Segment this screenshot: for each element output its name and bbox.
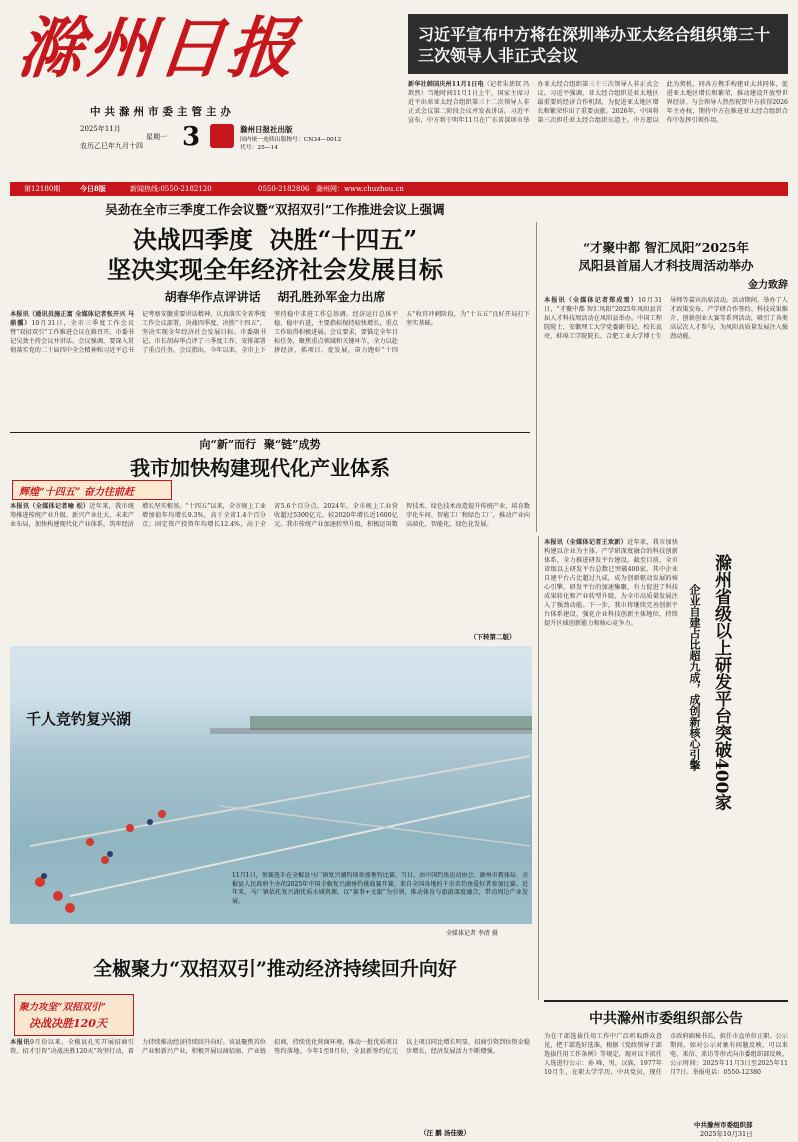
top-story [408,80,788,172]
bottom-body [10,1038,530,1134]
industry-banner-text: 辉煌“十四五” 奋力往前赶 [19,487,134,498]
bottom-badge-line-2: 决战决胜120天 [29,1017,107,1030]
lead-title-1: 决战四季度 决胜“十四五” [132,225,418,254]
talent-text: 10月31日，“才聚中都 智汇凤阳”2025年凤阳县首届人才科技周活动在凤阳县举办。中国工程院院士、安徽理工大学党委副书记、校长袁亮，蚌埠工学院院长、合肥工业大学博士生导师等嘉宾出席活动。活动期间，举办了人才政策发布、产学研合作签约、科技成果推介、创新创业大赛等系列活动，吸引了各类高层次人才参与，为凤阳高质量发展注入强劲动能。 [544,297,788,340]
day-number: 3 [182,122,201,152]
newspaper-logo: 滁州日报 [13,9,303,87]
lead-body [10,310,530,430]
column-divider-1 [536,222,537,532]
industry-banner [12,480,172,500]
column-divider-2 [538,536,539,1000]
notice-title: 中共滁州市委组织部公告 [589,1011,743,1027]
headline-bar [408,14,788,74]
photo-title: 千人竞钓复兴湖 [26,710,132,728]
industry-text: 近年来，我市统筹推进传统产业升级、新兴产业壮大、未来产业布局，加快构建现代化产业体系，筑牢经济增长坚实根基。“十四五”以来，全市规上工业增加值年均增长9.3%，高于全省1.4个百分点；固定资产投资年均增长12.4%，高于全省5.6个百分点。2024年，全市规上工业营收超过5300亿元、较2020年增长近1600亿元。我市传统产业加速转型升级，积极运用数智技术、绿色技术改造提升传统产业，培育数字化车间、智能工厂和绿色工厂，推动产业向高端化、智能化、绿色化发展。 [10,503,530,528]
talent-byline: 本报讯（全媒体记者郑成雪） [544,297,638,304]
photo-credit: 全媒体记者 李清 摄 [446,930,498,937]
issn-text: 国内统一连续出版物号：CN34—0012 [240,137,342,143]
photo-caption [232,872,528,922]
talent-title-1: “才聚中都 智汇凤阳”2025年 [582,240,750,255]
industry-kicker: 向“新”而行 聚“链”成势 [199,438,321,451]
bottom-badge-line-1: 聚力攻坚“双招双引” [19,1002,106,1013]
rd-subtitle: 企业自建占比超九成，成创新核心引擎 [688,584,701,771]
notice-sign-date: 2025年10月31日 [700,1130,753,1138]
weekday-text: 星期一 [146,133,167,141]
talent-title-2: 凤阳县首届人才科技周活动举办 [578,258,754,273]
sponsor-line: 中共滁州市委主管主办 [90,106,235,118]
info-bar [10,182,788,196]
page-count: 今日8版 [80,184,106,193]
bottom-text: 9月份以来，全椒县扎实开展招商引资、招才引智“决战决胜120天”攻坚行动，着力持续推动经济持续回升向好。该县聚焦首位产业和新兴产业，积极开展以商招商、产业链招商，持续优化营商环境，推动一批优质项目签约落地。今年1至9月份，全县新签约亿元以上项目同比增长明显，招商引资到位资金稳步增长，经济发展活力不断增强。 [10,1039,530,1055]
talent-subtitle: 金力致辞 [748,280,788,291]
industry-byline: 本报讯（全媒体记者喻 松） [10,503,90,510]
date-text: 2025年11月 [80,125,121,133]
rd-text: 近年来，我市加快构建以企业为主体、产学研深度融合的科技创新体系，全力推进研发平台建设。截至目前，全市省级以上研发平台总数已突破400家，其中企业自建平台占比超过九成，成为创新驱动发展的核心引擎。研发平台的加速集聚，有力促进了科技成果转化和产业转型升级，为全市高质量发展注入了强劲动能。下一步，我市将继续完善创新平台体系建设，强化企业科技创新主体地位，持续提升区域创新能力和核心竞争力。 [544,539,678,627]
website: 滁州网：www.chuzhou.cn [316,185,404,193]
code-text: 代号：25—14 [240,145,278,151]
lead-title-2: 坚决实现全年经济社会发展目标 [107,255,443,284]
rd-byline: 本报讯（全媒体记者王欢新） [544,539,628,546]
talent-body [544,296,788,528]
bottom-byline: 本报讯 [10,1039,31,1046]
headline-text: 习近平宣布中方将在深圳举办亚太经合组织第三十三次领导人非正式会议 [418,25,771,65]
notice-text: 为在干部选拔任用工作中广泛听取群众意见，把干部选好选准，根据《党政领导干部选拔任用工作条例》等规定，现对以下拟任人选进行公示：孙 峰，男，汉族，1977年10月生，在职大学学历，中共党员，现任市政府副秘书长，拟任市直单位正职。公示期间，如对公示对象有问题反映，可以来电、来信、来访等形式向市委组织部反映。公示时间：2025年11月3日至2025年11月7日。举报电话：0550-12380 [544,1033,788,1076]
lead-byline: 本报讯（通讯员施正富 全媒体记者张开兴 马鼎骥） [10,311,134,327]
issue-number: 第12180期 [24,185,61,193]
top-story-text: （记者朱基钗 冯歆然）当地时间11月1日上午，国家主席习近平出席亚太经合组织第三十二次领导人非正式会议第二阶段会议并发表讲话。习近平宣布，中方将于明年11月在广东省深圳市举办亚太经合组织第三十三次领导人非正式会议。习近平强调，亚太经合组织是亚太地区最重要的经济合作机制，为促进亚太地区增长和繁荣作出了重要贡献。2026年，中国将第三次担任亚太经合组织东道主。中方愿以此为契机，同各方携手构建亚太共同体，促进亚太地区增长和繁荣，推动建设开放型世界经济。与会领导人热烈祝贺中方获得2026年主办权，期待中方在推进亚太经合组织合作中发挥引领作用。 [408,81,788,124]
bottom-badge [14,994,134,1036]
masthead [10,4,390,180]
photo-caption-text: 11月1日，参赛选手在全椒县马厂镇复兴湖钓场参加垂钓比赛。当日，由中国钓鱼运动协会、滁州市教体局、全椒县人民政府主办的2025年中国全椒复兴湖垂钓挑战赛开赛，来自全国各地的千余名钓鱼爱好者参加比赛。近年来，马厂镇依托复兴湖优质水域资源，以“赛事+文旅”为引领，推动体育与旅游深度融合，带动周边产业发展。 [232,872,528,905]
notice-box [544,1000,788,1138]
lead-subtitle: 胡春华作点评讲话 胡孔胜孙军金力出席 [164,290,386,304]
publisher-text: 滁州日报社出版 [240,125,293,134]
top-story-dateline: 新华社韩国庆州11月1日电 [408,81,484,88]
date-block [80,124,380,164]
industry-title: 我市加快构建现代化产业体系 [130,456,390,480]
industry-body [10,502,530,634]
industry-continue: （下转第二版） [470,633,516,641]
lead-kicker: 吴劲在全市三季度工作会议暨“双招双引”工作推进会议上强调 [105,202,445,217]
section-rule-1 [10,432,530,433]
bottom-credit: （汪 鹏 汤佳骏） [420,1129,471,1137]
lead-text: 10月31日，全市三季度工作会议暨“双招双引”工作推进会议在滁召开。市委书记吴劲主持会议并讲话。会议强调，要深入贯彻落实党的二十届四中全会精神和习近平总书记考察安徽重要讲话精神，认真落实全省季度工作会议部署，决战四季度、决胜“十四五”，坚决实现全年经济社会发展目标。市委副书记、市长胡春华点评了三季度工作，安排部署了重点任务。会议指出，今年以来，全市上下坚持稳中求进工作总基调，经济运行总体平稳、稳中有进，主要指标保持较快增长，重点工作取得积极进展。会议要求，要锚定全年目标任务，聚焦重点领域和关键环节，全力以赴拼经济、抓项目、促发展，奋力跑好“十四五”收官冲刺阶段，为“十五五”良好开局打下坚实基础。 [10,311,530,354]
rd-body-lower [544,860,788,996]
notice-sign-org: 中共滁州市委组织部 [694,1121,753,1129]
news-hotline: 新闻热线:0550-2182120 [130,185,212,193]
ad-hotline: 0550-2182806 [258,185,310,193]
lunar-text: 农历乙巳年九月十四 [80,142,143,150]
rd-title: 滁州省级以上研发平台突破400家 [711,554,731,811]
publisher-logo-icon [210,124,234,148]
bottom-title: 全椒聚力“双招双引”推动经济持续回升向好 [93,958,457,980]
